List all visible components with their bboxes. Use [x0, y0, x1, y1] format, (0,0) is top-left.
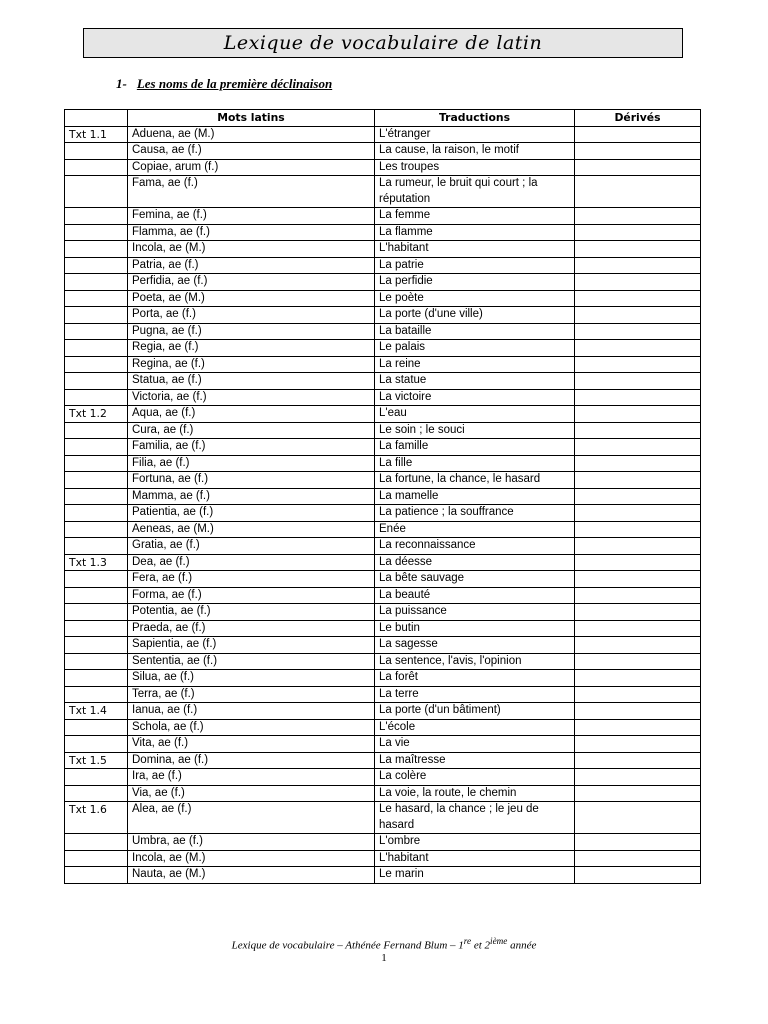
txt-ref-cell	[65, 571, 128, 588]
table-row	[65, 719, 701, 736]
footer-end: année	[507, 939, 537, 952]
table-row	[65, 455, 701, 472]
derived-cell	[575, 488, 701, 505]
latin-word-cell: Terra, ae (f.)	[128, 686, 375, 703]
table-row	[65, 389, 701, 406]
translation-cell: La déesse	[375, 554, 575, 571]
translation-cell: La femme	[375, 208, 575, 225]
translation-cell: La beauté	[375, 587, 575, 604]
derived-cell	[575, 587, 701, 604]
txt-ref-cell	[65, 208, 128, 225]
latin-word-cell: Aeneas, ae (M.)	[128, 521, 375, 538]
derived-cell	[575, 274, 701, 291]
translation-cell: L'école	[375, 719, 575, 736]
translation-cell: La porte (d'un bâtiment)	[375, 703, 575, 720]
section-title: Les noms de la première déclinaison	[136, 76, 333, 91]
txt-ref-cell	[65, 422, 128, 439]
latin-word-cell: Poeta, ae (M.)	[128, 290, 375, 307]
derived-cell	[575, 422, 701, 439]
derived-cell	[575, 439, 701, 456]
table-row	[65, 208, 701, 225]
txt-ref-cell	[65, 439, 128, 456]
translation-cell: La bataille	[375, 323, 575, 340]
txt-ref-cell	[65, 224, 128, 241]
translation-cell: La victoire	[375, 389, 575, 406]
latin-word-cell: Aduena, ae (M.)	[128, 126, 375, 143]
table-row	[65, 554, 701, 571]
table-row	[65, 488, 701, 505]
txt-ref-cell	[65, 521, 128, 538]
latin-word-cell: Ianua, ae (f.)	[128, 703, 375, 720]
txt-ref-cell	[65, 538, 128, 555]
derived-cell	[575, 554, 701, 571]
table-row	[65, 143, 701, 160]
latin-word-cell: Aqua, ae (f.)	[128, 406, 375, 423]
table-row	[65, 472, 701, 489]
latin-word-cell: Fortuna, ae (f.)	[128, 472, 375, 489]
derived-cell	[575, 834, 701, 851]
translation-cell: La statue	[375, 373, 575, 390]
derived-cell	[575, 703, 701, 720]
txt-ref-cell	[65, 241, 128, 258]
latin-word-cell: Familia, ae (f.)	[128, 439, 375, 456]
txt-ref-cell: Txt 1.3	[65, 554, 128, 571]
txt-ref-cell	[65, 785, 128, 802]
table-row	[65, 406, 701, 423]
translation-cell: La reine	[375, 356, 575, 373]
header-derived: Dérivés	[575, 110, 701, 127]
txt-ref-cell	[65, 373, 128, 390]
latin-word-cell: Incola, ae (M.)	[128, 850, 375, 867]
txt-ref-cell: Txt 1.4	[65, 703, 128, 720]
latin-word-cell: Potentia, ae (f.)	[128, 604, 375, 621]
latin-word-cell: Fera, ae (f.)	[128, 571, 375, 588]
derived-cell	[575, 686, 701, 703]
latin-word-cell: Victoria, ae (f.)	[128, 389, 375, 406]
table-row	[65, 736, 701, 753]
latin-word-cell: Filia, ae (f.)	[128, 455, 375, 472]
txt-ref-cell: Txt 1.2	[65, 406, 128, 423]
translation-cell: La flamme	[375, 224, 575, 241]
latin-word-cell: Patientia, ae (f.)	[128, 505, 375, 522]
table-row	[65, 274, 701, 291]
table-row	[65, 224, 701, 241]
latin-word-cell: Copiae, arum (f.)	[128, 159, 375, 176]
latin-word-cell: Nauta, ae (M.)	[128, 867, 375, 884]
translation-cell: La rumeur, le bruit qui court ; la réputation	[375, 176, 575, 208]
latin-word-cell: Domina, ae (f.)	[128, 752, 375, 769]
table-row	[65, 769, 701, 786]
derived-cell	[575, 208, 701, 225]
latin-word-cell: Statua, ae (f.)	[128, 373, 375, 390]
derived-cell	[575, 785, 701, 802]
derived-cell	[575, 472, 701, 489]
latin-word-cell: Sententia, ae (f.)	[128, 653, 375, 670]
derived-cell	[575, 670, 701, 687]
translation-cell: Le hasard, la chance ; le jeu de hasard	[375, 802, 575, 834]
translation-cell: L'eau	[375, 406, 575, 423]
latin-word-cell: Porta, ae (f.)	[128, 307, 375, 324]
table-row	[65, 703, 701, 720]
derived-cell	[575, 752, 701, 769]
translation-cell: La fille	[375, 455, 575, 472]
txt-ref-cell	[65, 290, 128, 307]
txt-ref-cell	[65, 356, 128, 373]
txt-ref-cell	[65, 307, 128, 324]
derived-cell	[575, 620, 701, 637]
translation-cell: La maîtresse	[375, 752, 575, 769]
derived-cell	[575, 538, 701, 555]
txt-ref-cell	[65, 604, 128, 621]
latin-word-cell: Via, ae (f.)	[128, 785, 375, 802]
translation-cell: La terre	[375, 686, 575, 703]
section-number: 1-	[116, 76, 127, 91]
table-body	[65, 126, 701, 883]
translation-cell: Le palais	[375, 340, 575, 357]
txt-ref-cell	[65, 719, 128, 736]
table-row	[65, 159, 701, 176]
section-heading	[116, 76, 332, 92]
footer-year-1: 1	[458, 939, 464, 952]
txt-ref-cell	[65, 867, 128, 884]
table-row	[65, 538, 701, 555]
table-row	[65, 521, 701, 538]
txt-ref-cell: Txt 1.6	[65, 802, 128, 834]
txt-ref-cell	[65, 274, 128, 291]
latin-word-cell: Praeda, ae (f.)	[128, 620, 375, 637]
txt-ref-cell	[65, 686, 128, 703]
latin-word-cell: Umbra, ae (f.)	[128, 834, 375, 851]
txt-ref-cell	[65, 620, 128, 637]
txt-ref-cell	[65, 850, 128, 867]
translation-cell: La puissance	[375, 604, 575, 621]
translation-cell: La vie	[375, 736, 575, 753]
latin-word-cell: Silua, ae (f.)	[128, 670, 375, 687]
derived-cell	[575, 126, 701, 143]
txt-ref-cell	[65, 323, 128, 340]
txt-ref-cell: Txt 1.1	[65, 126, 128, 143]
table-row	[65, 802, 701, 834]
page-footer	[0, 936, 768, 952]
txt-ref-cell	[65, 472, 128, 489]
derived-cell	[575, 356, 701, 373]
footer-mid: et 2	[471, 939, 491, 952]
txt-ref-cell	[65, 587, 128, 604]
latin-word-cell: Vita, ae (f.)	[128, 736, 375, 753]
table-row	[65, 670, 701, 687]
txt-ref-cell	[65, 176, 128, 208]
table-header-row	[65, 110, 701, 127]
latin-word-cell: Flamma, ae (f.)	[128, 224, 375, 241]
table-row	[65, 126, 701, 143]
header-translation: Traductions	[375, 110, 575, 127]
derived-cell	[575, 571, 701, 588]
translation-cell: L'ombre	[375, 834, 575, 851]
latin-word-cell: Femina, ae (f.)	[128, 208, 375, 225]
latin-word-cell: Dea, ae (f.)	[128, 554, 375, 571]
table-row	[65, 422, 701, 439]
derived-cell	[575, 143, 701, 160]
latin-word-cell: Fama, ae (f.)	[128, 176, 375, 208]
header-latin: Mots latins	[128, 110, 375, 127]
table-row	[65, 290, 701, 307]
derived-cell	[575, 867, 701, 884]
txt-ref-cell	[65, 736, 128, 753]
table-row	[65, 373, 701, 390]
vocabulary-table	[64, 109, 701, 884]
table-row	[65, 834, 701, 851]
translation-cell: La famille	[375, 439, 575, 456]
table-row	[65, 867, 701, 884]
derived-cell	[575, 719, 701, 736]
translation-cell: L'habitant	[375, 241, 575, 258]
txt-ref-cell	[65, 159, 128, 176]
table-row	[65, 307, 701, 324]
derived-cell	[575, 604, 701, 621]
txt-ref-cell	[65, 488, 128, 505]
translation-cell: La forêt	[375, 670, 575, 687]
derived-cell	[575, 769, 701, 786]
derived-cell	[575, 257, 701, 274]
translation-cell: La sentence, l'avis, l'opinion	[375, 653, 575, 670]
table-row	[65, 604, 701, 621]
table-row	[65, 356, 701, 373]
table-row	[65, 323, 701, 340]
derived-cell	[575, 224, 701, 241]
txt-ref-cell	[65, 505, 128, 522]
translation-cell: Le marin	[375, 867, 575, 884]
latin-word-cell: Sapientia, ae (f.)	[128, 637, 375, 654]
derived-cell	[575, 505, 701, 522]
latin-word-cell: Pugna, ae (f.)	[128, 323, 375, 340]
txt-ref-cell	[65, 653, 128, 670]
derived-cell	[575, 241, 701, 258]
latin-word-cell: Alea, ae (f.)	[128, 802, 375, 834]
derived-cell	[575, 850, 701, 867]
derived-cell	[575, 340, 701, 357]
table-row	[65, 257, 701, 274]
latin-word-cell: Gratia, ae (f.)	[128, 538, 375, 555]
table-row	[65, 439, 701, 456]
translation-cell: La cause, la raison, le motif	[375, 143, 575, 160]
txt-ref-cell	[65, 340, 128, 357]
derived-cell	[575, 406, 701, 423]
translation-cell: La sagesse	[375, 637, 575, 654]
latin-word-cell: Regina, ae (f.)	[128, 356, 375, 373]
txt-ref-cell	[65, 834, 128, 851]
derived-cell	[575, 159, 701, 176]
txt-ref-cell	[65, 455, 128, 472]
table-row	[65, 176, 701, 208]
txt-ref-cell	[65, 637, 128, 654]
translation-cell: La perfidie	[375, 274, 575, 291]
txt-ref-cell	[65, 389, 128, 406]
translation-cell: Le soin ; le souci	[375, 422, 575, 439]
table-row	[65, 850, 701, 867]
page-title: Lexique de vocabulaire de latin	[223, 32, 543, 54]
table-row	[65, 505, 701, 522]
table-row	[65, 241, 701, 258]
latin-word-cell: Causa, ae (f.)	[128, 143, 375, 160]
derived-cell	[575, 653, 701, 670]
translation-cell: Le butin	[375, 620, 575, 637]
translation-cell: La patrie	[375, 257, 575, 274]
table-row	[65, 785, 701, 802]
derived-cell	[575, 455, 701, 472]
derived-cell	[575, 323, 701, 340]
latin-word-cell: Patria, ae (f.)	[128, 257, 375, 274]
header-txt	[65, 110, 128, 127]
translation-cell: La porte (d'une ville)	[375, 307, 575, 324]
title-box	[83, 28, 683, 58]
table-row	[65, 637, 701, 654]
derived-cell	[575, 802, 701, 834]
translation-cell: La bête sauvage	[375, 571, 575, 588]
table-row	[65, 686, 701, 703]
derived-cell	[575, 637, 701, 654]
table-row	[65, 620, 701, 637]
txt-ref-cell	[65, 769, 128, 786]
txt-ref-cell	[65, 257, 128, 274]
translation-cell: La fortune, la chance, le hasard	[375, 472, 575, 489]
page-number: 1	[381, 952, 387, 964]
latin-word-cell: Mamma, ae (f.)	[128, 488, 375, 505]
derived-cell	[575, 521, 701, 538]
footer-sup-2: ième	[490, 936, 508, 946]
latin-word-cell: Cura, ae (f.)	[128, 422, 375, 439]
latin-word-cell: Schola, ae (f.)	[128, 719, 375, 736]
derived-cell	[575, 290, 701, 307]
derived-cell	[575, 176, 701, 208]
latin-word-cell: Regia, ae (f.)	[128, 340, 375, 357]
table-row	[65, 340, 701, 357]
derived-cell	[575, 307, 701, 324]
derived-cell	[575, 736, 701, 753]
txt-ref-cell: Txt 1.5	[65, 752, 128, 769]
footer-text: Lexique de vocabulaire – Athénée Fernand Blum –	[231, 939, 459, 952]
translation-cell: L'habitant	[375, 850, 575, 867]
translation-cell: La mamelle	[375, 488, 575, 505]
latin-word-cell: Perfidia, ae (f.)	[128, 274, 375, 291]
footer-sup-1: re	[463, 936, 472, 946]
translation-cell: Enée	[375, 521, 575, 538]
translation-cell: La patience ; la souffrance	[375, 505, 575, 522]
derived-cell	[575, 373, 701, 390]
txt-ref-cell	[65, 670, 128, 687]
derived-cell	[575, 389, 701, 406]
translation-cell: Le poète	[375, 290, 575, 307]
translation-cell: La reconnaissance	[375, 538, 575, 555]
table-row	[65, 587, 701, 604]
translation-cell: Les troupes	[375, 159, 575, 176]
latin-word-cell: Incola, ae (M.)	[128, 241, 375, 258]
translation-cell: La colère	[375, 769, 575, 786]
table-row	[65, 653, 701, 670]
latin-word-cell: Ira, ae (f.)	[128, 769, 375, 786]
table-row	[65, 752, 701, 769]
latin-word-cell: Forma, ae (f.)	[128, 587, 375, 604]
txt-ref-cell	[65, 143, 128, 160]
translation-cell: La voie, la route, le chemin	[375, 785, 575, 802]
translation-cell: L'étranger	[375, 126, 575, 143]
table-row	[65, 571, 701, 588]
